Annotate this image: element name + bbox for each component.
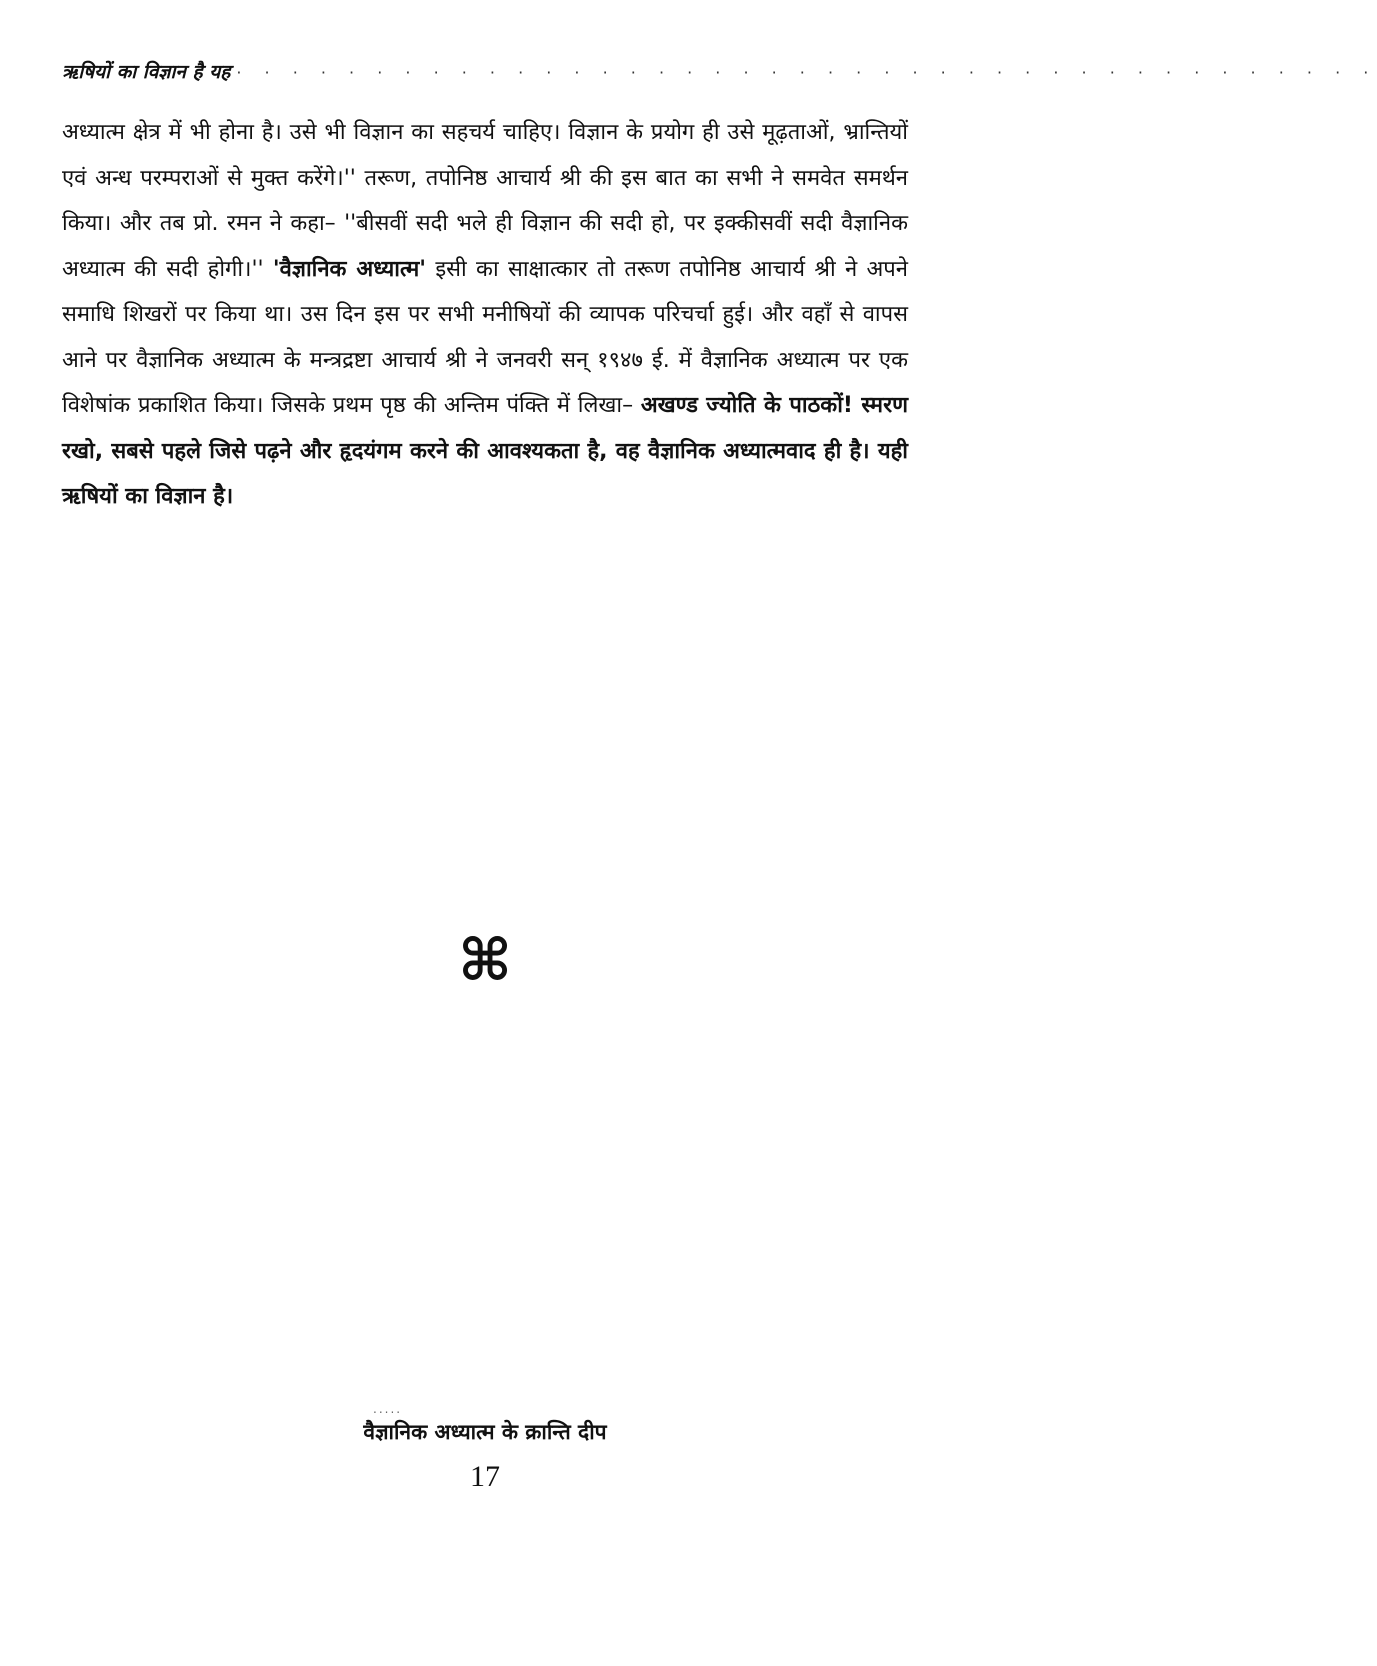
running-header-dot-leader: · · · · · · · · · · · · · · · · · · · · · · · · · · · · · · · · · · · · · · · · · — [236, 63, 1377, 82]
body-paragraph — [62, 110, 908, 520]
body-text-segment: अध्यात्म क्षेत्र में भी होना है। उसे भी विज्ञान का सहचर्य चाहिए। विज्ञान के प्रयोग ही उसे मूढ़ताओं, भ्रान्तियों एवं अन्ध परम्पराओं से मुक्त करेंगे।'' तरूण, तपोनिष्ठ आचार्य श्री की इस बात का सभी ने समवेत समर्थन किया। और तब प्रो. रमन ने कहा– ''बीसवीं सदी भले ही विज्ञान की सदी हो, पर इक्कीसवीं सदी वैज्ञानिक अध्यात्म की सदी होगी।'' — [62, 120, 908, 282]
footer-book-title: वैज्ञानिक अध्यात्म के क्रान्ति दीप — [363, 1420, 607, 1444]
body-text-segment-bold-quote: अखण्ड ज्योति के पाठकों! स्मरण रखो, सबसे पहले जिसे पढ़ने और हृदयंगम करने की आवश्यकता है, वह वैज्ञानिक अध्यात्मवाद ही है। यही ऋषियों का विज्ञान है। — [62, 393, 908, 509]
command-knot-ornament-icon: ⌘ — [458, 926, 512, 994]
body-text-segment: इसी का साक्षात्कार तो तरूण तपोनिष्ठ आचार्य श्री ने अपने समाधि शिखरों पर किया था। उस दिन इस पर सभी मनीषियों की व्यापक परिचर्चा हुई। और वहाँ से वापस आने पर वैज्ञानिक अध्यात्म के मन्त्रद्रष्टा आचार्य श्री ने जनवरी सन् १९४७ ई. में वैज्ञानिक अध्यात्म पर एक विशेषांक प्रकाशित किया। जिसके प्रथम पृष्ठ की अन्तिम पंक्ति में लिखा– — [62, 256, 909, 418]
running-header-title: ऋषियों का विज्ञान है यह — [62, 61, 231, 83]
running-header — [62, 58, 1377, 84]
body-text-segment-bold: 'वैज्ञानिक अध्यात्म' — [272, 256, 427, 282]
footer-dots: ..... — [373, 1402, 403, 1416]
page-number: 17 — [470, 1460, 500, 1493]
